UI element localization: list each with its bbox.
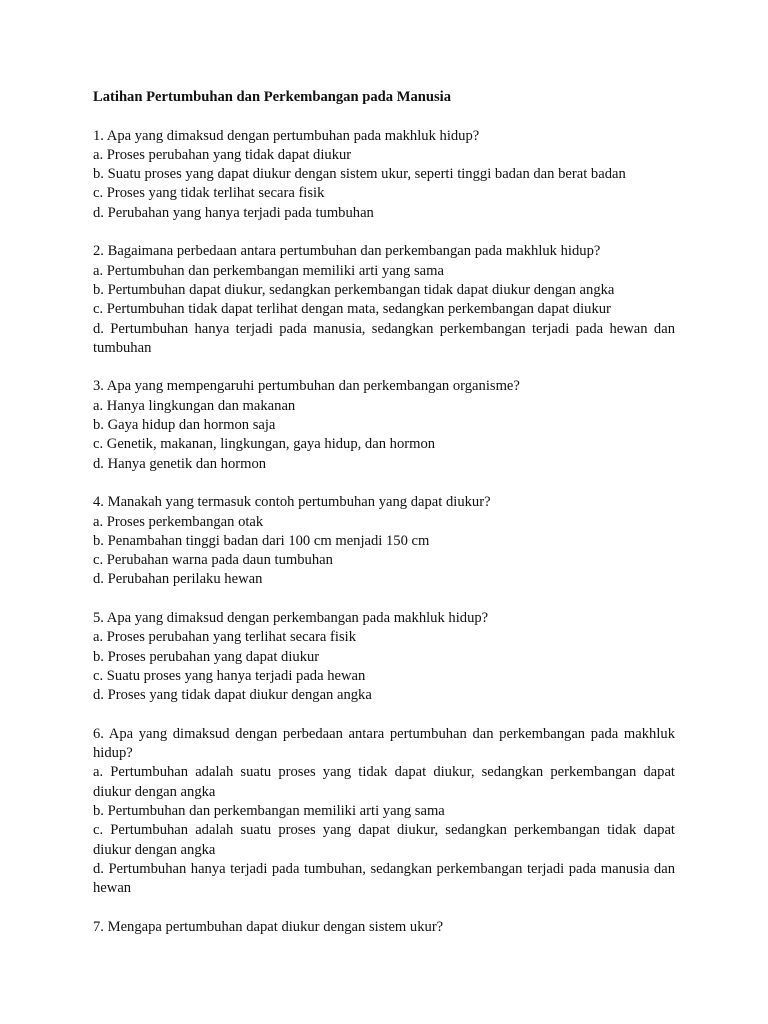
option-a: a. Pertumbuhan adalah suatu proses yang tidak dapat diukur, sedangkan perkembangan dapat diukur dengan angka	[93, 764, 675, 800]
question-3	[93, 377, 675, 473]
question-text: 7. Mengapa pertumbuhan dapat diukur dengan sistem ukur?	[93, 918, 444, 935]
question-6	[93, 725, 675, 899]
question-text: 5. Apa yang dimaksud dengan perkembangan pada makhluk hidup?	[93, 610, 489, 627]
question-7	[93, 918, 675, 937]
option-a: a. Pertumbuhan dan perkembangan memiliki arti yang sama	[93, 262, 444, 279]
option-d: d. Pertumbuhan hanya terjadi pada tumbuhan, sedangkan perkembangan terjadi pada manusia dan hewan	[93, 860, 675, 897]
option-a: a. Proses perubahan yang terlihat secara fisik	[93, 629, 356, 646]
option-a: a. Hanya lingkungan dan makanan	[93, 397, 296, 414]
option-d: d. Pertumbuhan hanya terjadi pada manusia, sedangkan perkembangan terjadi pada hewan dan tumbuhan	[93, 320, 675, 356]
option-c: c. Pertumbuhan adalah suatu proses yang dapat diukur, sedangkan perkembangan tidak dapat diukur dengan angka	[93, 822, 675, 858]
document-page	[93, 88, 675, 956]
option-c: c. Proses yang tidak terlihat secara fisik	[93, 185, 325, 202]
question-1	[93, 127, 675, 223]
option-a: a. Proses perkembangan otak	[93, 513, 264, 530]
question-text: 1. Apa yang dimaksud dengan pertumbuhan pada makhluk hidup?	[93, 127, 480, 144]
question-5	[93, 609, 675, 705]
question-text: 2. Bagaimana perbedaan antara pertumbuhan dan perkembangan pada makhluk hidup?	[93, 243, 601, 260]
option-b: b. Pertumbuhan dapat diukur, sedangkan perkembangan tidak dapat diukur dengan angka	[93, 281, 615, 298]
option-b: b. Gaya hidup dan hormon saja	[93, 417, 276, 434]
option-d: d. Hanya genetik dan hormon	[93, 455, 267, 472]
question-text: 6. Apa yang dimaksud dengan perbedaan antara pertumbuhan dan perkembangan pada makhluk hidup?	[93, 725, 675, 762]
option-c: c. Genetik, makanan, lingkungan, gaya hidup, dan hormon	[93, 436, 436, 453]
option-d: d. Perubahan perilaku hewan	[93, 571, 263, 588]
option-c: c. Perubahan warna pada daun tumbuhan	[93, 552, 333, 569]
document-title: Latihan Pertumbuhan dan Perkembangan pada Manusia	[93, 89, 452, 105]
option-c: c. Suatu proses yang hanya terjadi pada hewan	[93, 667, 366, 684]
option-b: b. Proses perubahan yang dapat diukur	[93, 648, 320, 665]
question-2	[93, 242, 675, 358]
option-d: d. Proses yang tidak dapat diukur dengan angka	[93, 687, 372, 704]
question-4	[93, 493, 675, 589]
option-b: b. Suatu proses yang dapat diukur dengan sistem ukur, seperti tinggi badan dan berat badan	[93, 166, 626, 183]
option-c: c. Pertumbuhan tidak dapat terlihat dengan mata, sedangkan perkembangan dapat diukur	[93, 301, 611, 318]
question-text: 3. Apa yang mempengaruhi pertumbuhan dan perkembangan organisme?	[93, 378, 520, 395]
option-b: b. Pertumbuhan dan perkembangan memiliki arti yang sama	[93, 802, 445, 819]
question-text: 4. Manakah yang termasuk contoh pertumbuhan yang dapat diukur?	[93, 494, 491, 511]
option-b: b. Penambahan tinggi badan dari 100 cm menjadi 150 cm	[93, 532, 430, 549]
option-a: a. Proses perubahan yang tidak dapat diukur	[93, 146, 352, 163]
option-d: d. Perubahan yang hanya terjadi pada tumbuhan	[93, 204, 374, 221]
